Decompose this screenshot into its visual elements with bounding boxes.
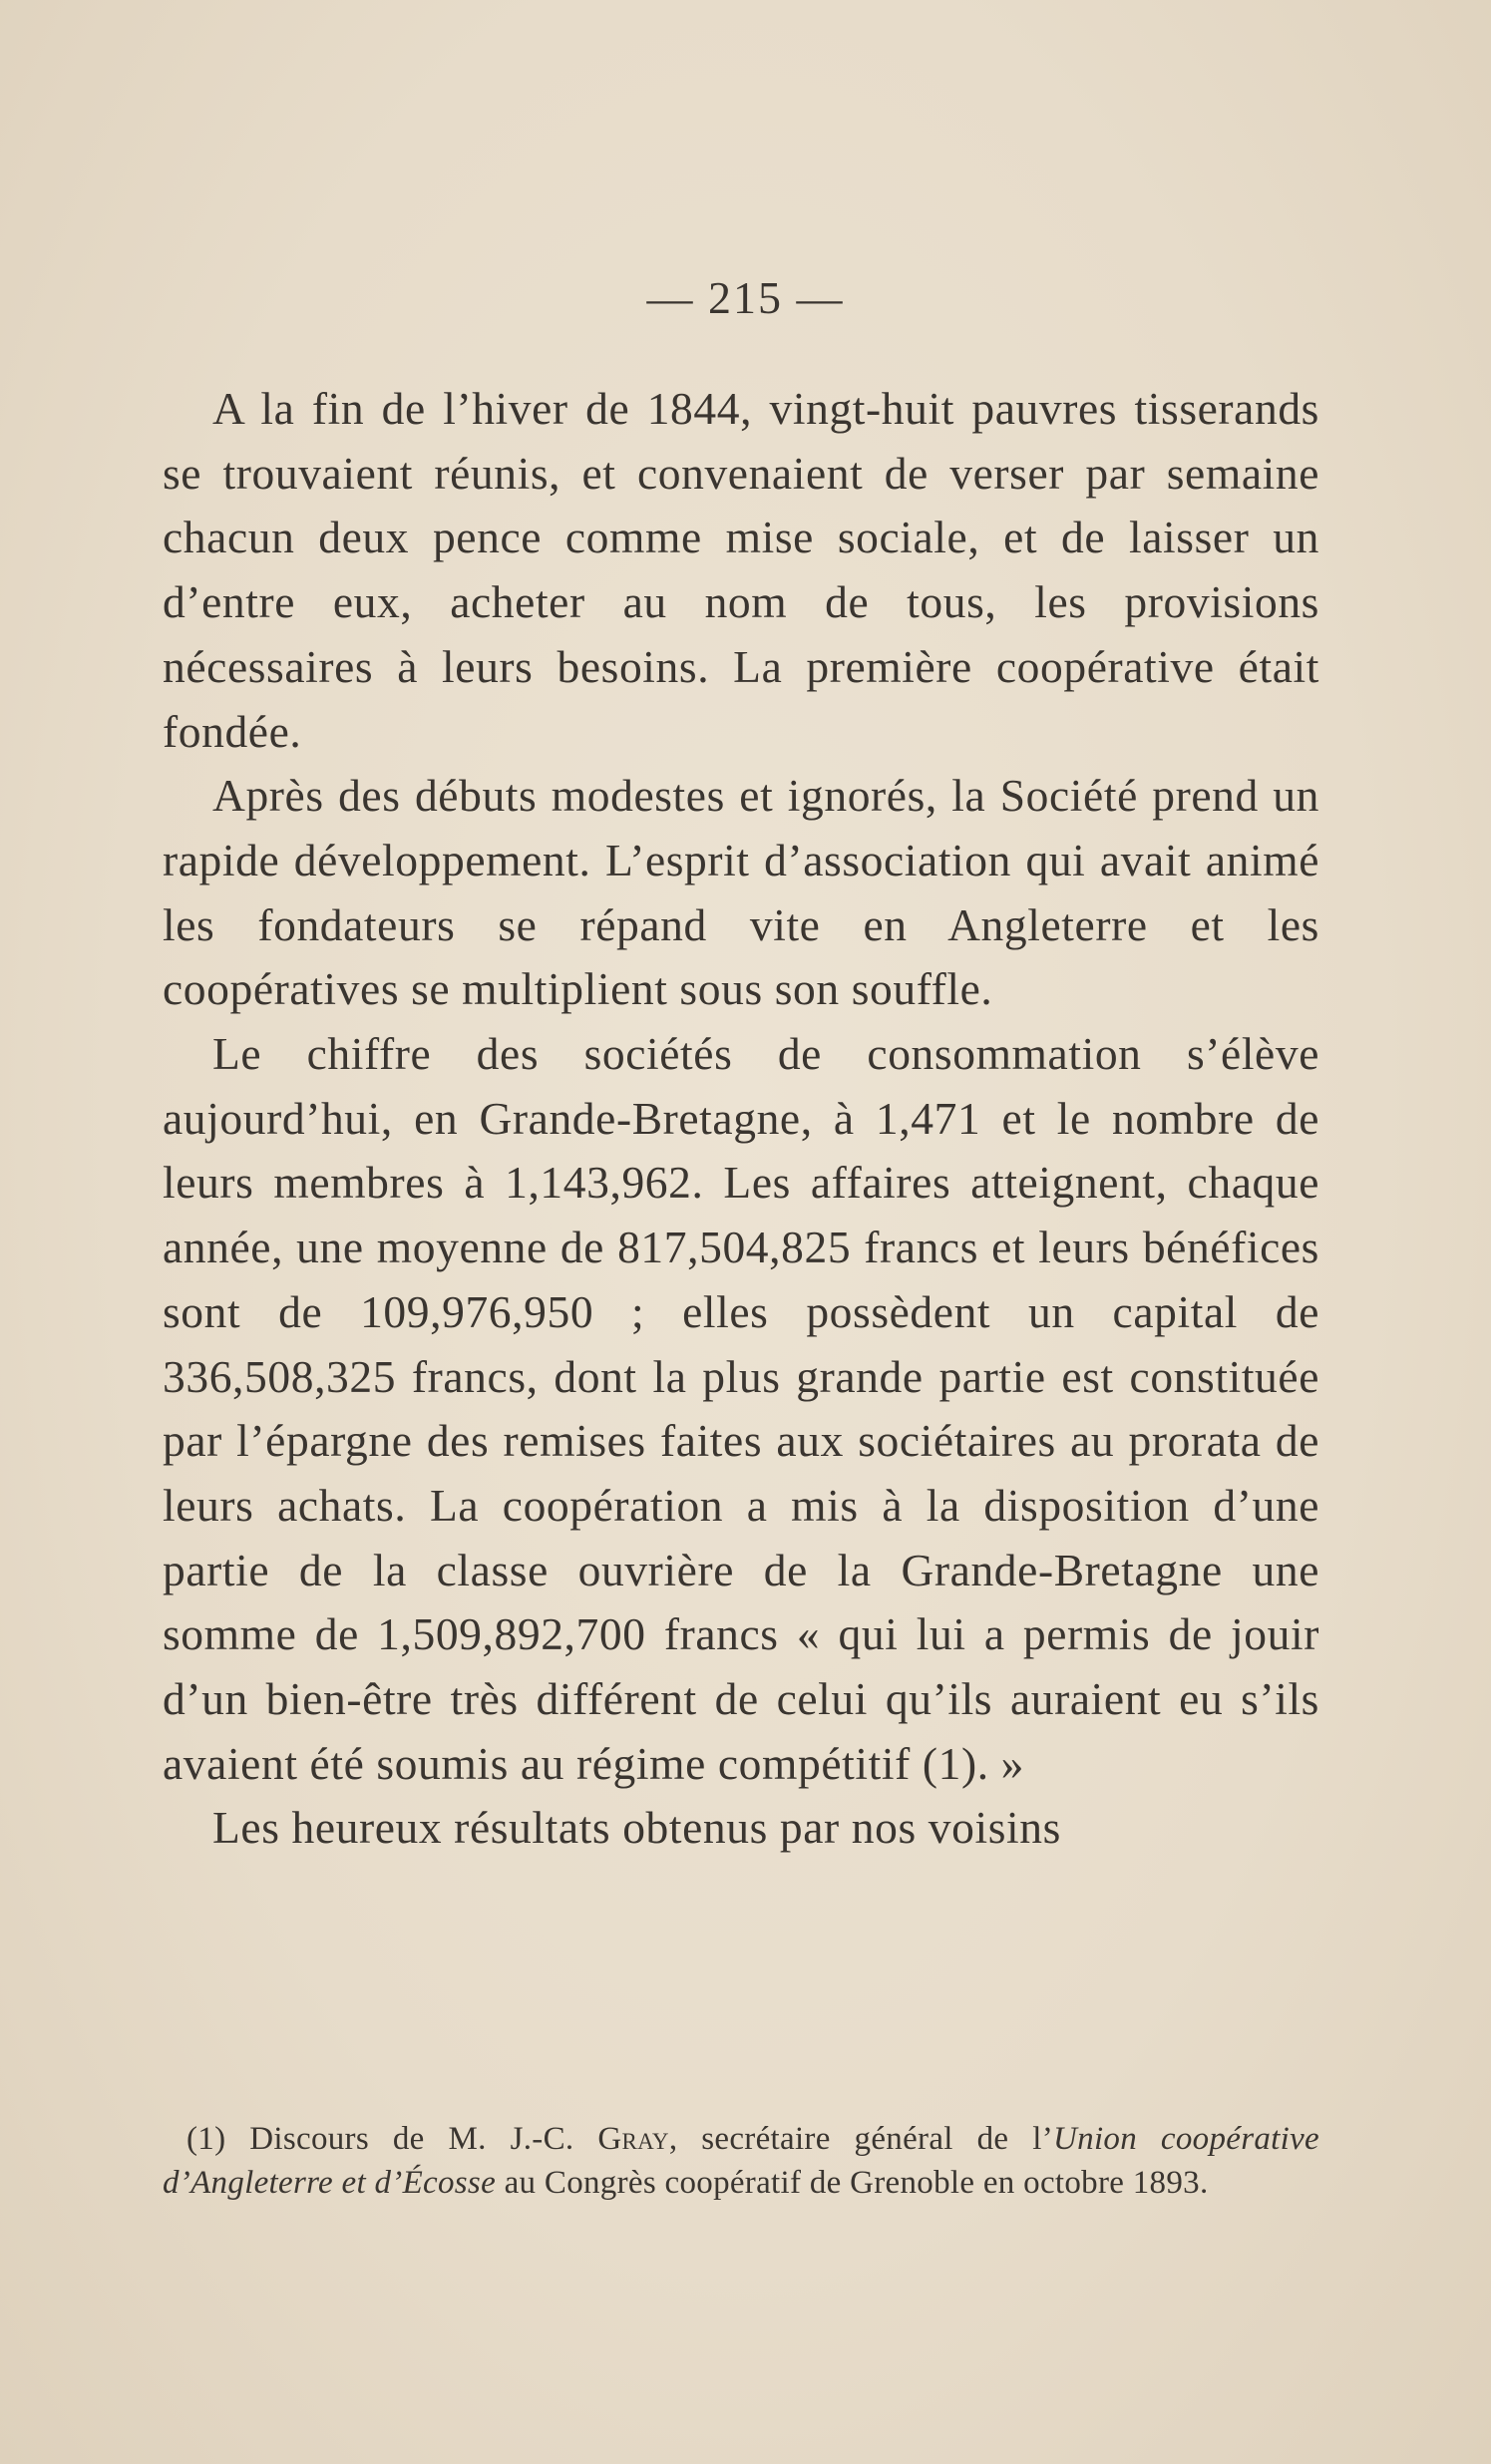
paragraph-2: Après des débuts modestes et ignorés, la Société prend un rapide développement. L’esprit d’association qui avait animé les fondateurs se répand vite en Angleterre et les coopératives se multiplient sous son souffle.: [163, 770, 1319, 1015]
footnote-organization: Union coopérative d’Angleterre et d’Écosse: [163, 2121, 1319, 2201]
paragraph-3: Le chiffre des sociétés de consommation s’élève aujourd’hui, en Grande-Bretagne, à 1,471 et le nombre de leurs membres à 1,143,962. Les affaires atteignent, chaque année, une moyenne de 817,504,825 francs et leurs bénéfices sont de 109,976,950 ; elles possèdent un capital de 336,508,325 francs, dont la plus grande partie est constituée par l’épargne des remises faites aux sociétaires au prorata de leurs achats. La coopération a mis à la disposition d’une partie de la classe ouvrière de la Grande-Bretagne une somme de 1,509,892,700 francs « qui lui a permis de jouir d’un bien-être très différent de celui qu’ils auraient eu s’ils avaient été soumis au régime compétitif (1). »: [163, 1028, 1319, 1789]
footnote-text: [163, 2117, 1319, 2205]
footnote: [163, 2117, 1319, 2205]
page-number: — 215 —: [646, 272, 845, 323]
footnote-part-1: (1) Discours de M. J.-C.: [186, 2121, 598, 2157]
footnote-author-name: Gray: [597, 2121, 669, 2157]
body-text: [163, 377, 1319, 1861]
footnote-part-2: , secrétaire général de l’: [668, 2121, 1054, 2157]
footnote-part-3: au Congrès coopératif de Grenoble en octobre 1893.: [496, 2165, 1209, 2201]
paragraph-4: Les heureux résultats obtenus par nos voisins: [212, 1802, 1061, 1854]
paragraph-1: A la fin de l’hiver de 1844, vingt-huit pauvres tisserands se trouvaient réunis, et convenaient de verser par semaine chacun deux pence comme mise sociale, et de laisser un d’entre eux, acheter au nom de tous, les provisions nécessaires à leurs besoins. La première coopérative était fondée.: [163, 383, 1319, 757]
